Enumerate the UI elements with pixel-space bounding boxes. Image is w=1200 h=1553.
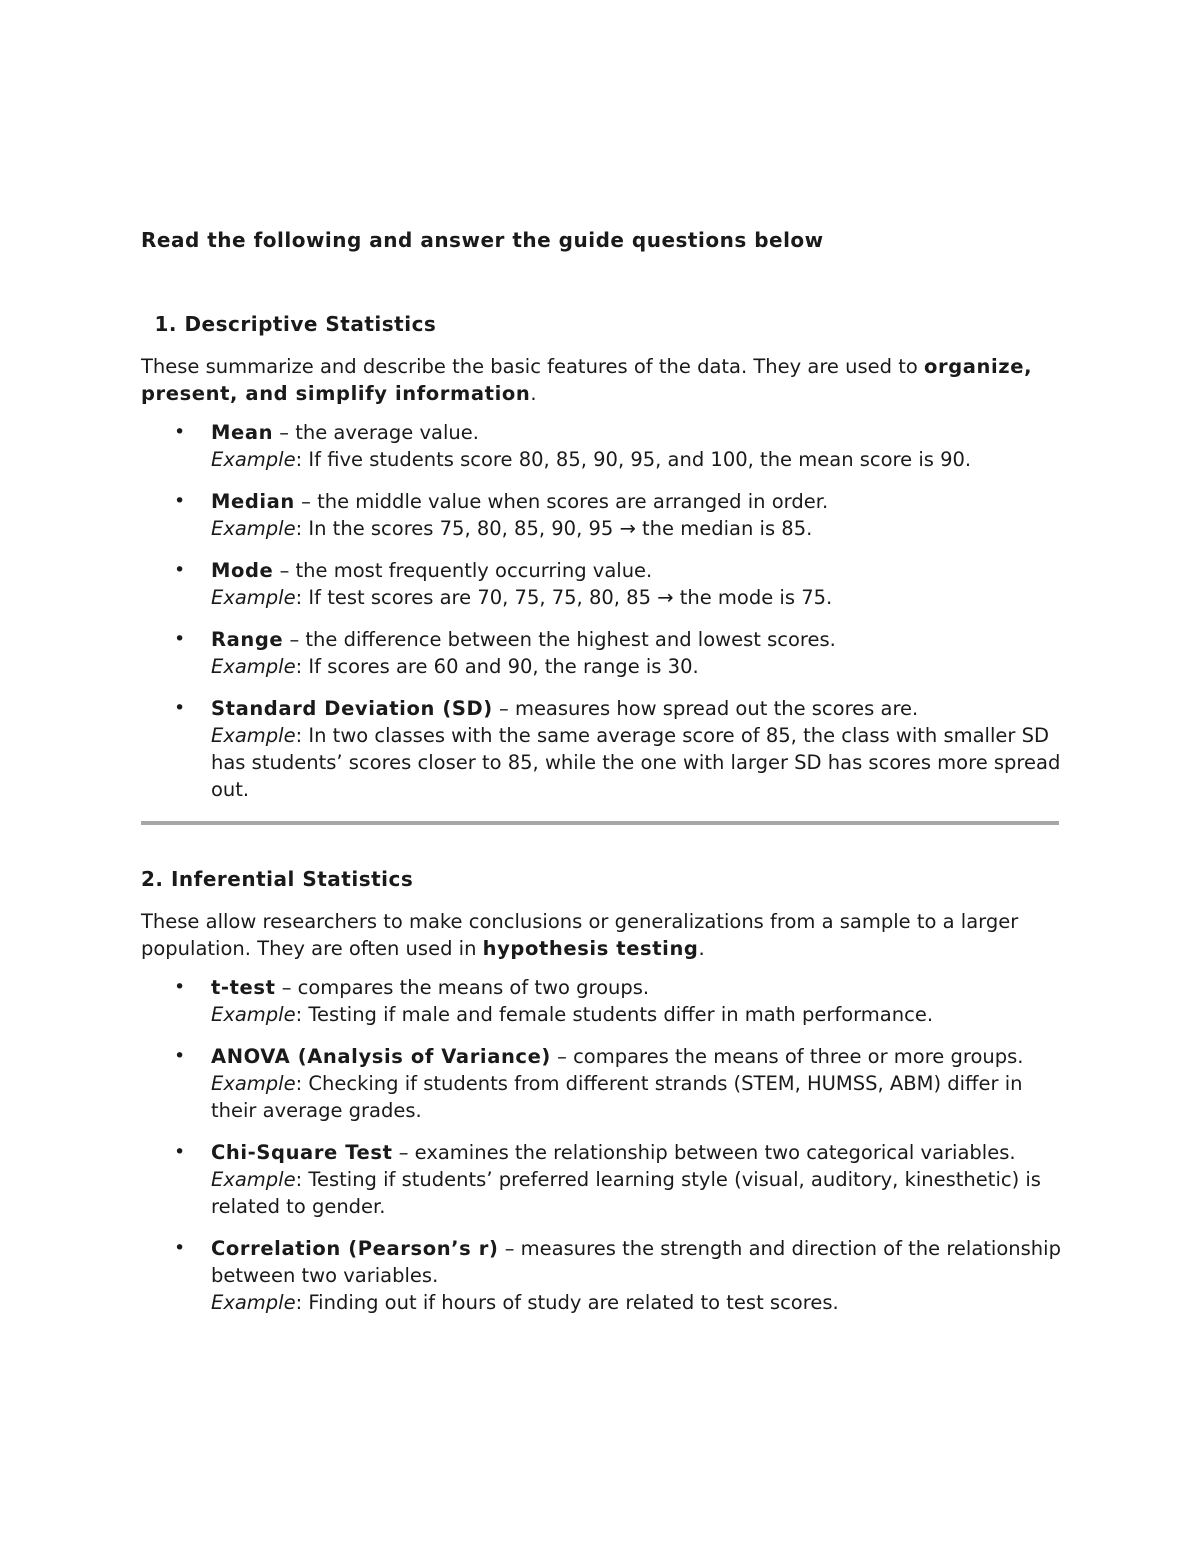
example-text: : In the scores 75, 80, 85, 90, 95 → the median is 85. [295,517,813,540]
intro-text: These summarize and describe the basic features of the data. They are used to [141,355,924,378]
section-inferential [141,863,1061,1316]
item-term: Mode [211,559,274,582]
item-term: Range [211,628,284,651]
list-item [141,419,1061,473]
document-page [141,222,1061,1331]
example-label: Example [211,586,296,609]
item-term: t-test [211,976,276,999]
descriptive-list [141,419,1061,803]
bullet-icon: • [174,1141,186,1163]
list-item [141,1043,1061,1124]
item-term: ANOVA (Analysis of Variance) [211,1045,551,1068]
bullet-icon: • [174,628,186,650]
example-label: Example [211,724,296,747]
bullet-icon: • [174,697,186,719]
example-label: Example [211,1003,296,1026]
list-item [141,1139,1061,1220]
example-label: Example [211,1072,296,1095]
item-definition: – the average value. [273,421,479,444]
example-text: : If test scores are 70, 75, 75, 80, 85 → the mode is 75. [295,586,833,609]
list-item [141,557,1061,611]
bullet-icon: • [174,1045,186,1067]
item-term: Standard Deviation (SD) [211,697,493,720]
section-intro [141,908,1061,962]
example-text: : Testing if male and female students differ in math performance. [295,1003,934,1026]
intro-text: These allow researchers to make conclusions or generalizations from a sample to a larger population. They are often used in [141,910,1019,960]
intro-bold-text: hypothesis testing [482,937,699,960]
section-intro [141,353,1061,407]
horizontal-divider [141,821,1059,825]
inferential-list [141,974,1061,1316]
intro-bold-text: organize, present, and simplify information [141,355,1033,405]
list-item [141,488,1061,542]
item-definition: – compares the means of two groups. [275,976,650,999]
section-heading: 1. Descriptive Statistics [147,312,437,336]
item-definition: – the most frequently occurring value. [273,559,653,582]
example-text: : If scores are 60 and 90, the range is 30. [295,655,699,678]
item-definition: – measures the strength and direction of the relationship between two variables. [211,1237,1061,1287]
page-title: Read the following and answer the guide questions below [141,228,824,252]
item-definition: – measures how spread out the scores are. [492,697,919,720]
item-term: Correlation (Pearson’s r) [211,1237,499,1260]
item-definition: – compares the means of three or more groups. [550,1045,1024,1068]
item-definition: – the difference between the highest and lowest scores. [283,628,836,651]
bullet-icon: • [174,976,186,998]
example-label: Example [211,1168,296,1191]
example-text: : If five students score 80, 85, 90, 95, and 100, the mean score is 90. [295,448,972,471]
list-item [141,1235,1061,1316]
list-item [141,974,1061,1028]
item-term: Median [211,490,295,513]
section-descriptive [141,308,1061,803]
bullet-icon: • [174,559,186,581]
bullet-icon: • [174,421,186,443]
example-label: Example [211,448,296,471]
list-item [141,626,1061,680]
example-text: : Finding out if hours of study are related to test scores. [295,1291,839,1314]
item-term: Mean [211,421,274,444]
intro-end-text: . [530,382,537,405]
example-text: : Testing if students’ preferred learning style (visual, auditory, kinesthetic) is related to gender. [211,1168,1041,1218]
intro-end-text: . [698,937,705,960]
list-item [141,695,1061,803]
item-term: Chi-Square Test [211,1141,393,1164]
example-label: Example [211,655,296,678]
example-label: Example [211,517,296,540]
example-text: : Checking if students from different strands (STEM, HUMSS, ABM) differ in their average grades. [211,1072,1023,1122]
bullet-icon: • [174,490,186,512]
example-text: : In two classes with the same average score of 85, the class with smaller SD has students’ scores closer to 85, while the one with larger SD has scores more spread out. [211,724,1061,801]
item-definition: – the middle value when scores are arranged in order. [294,490,829,513]
example-label: Example [211,1291,296,1314]
bullet-icon: • [174,1237,186,1259]
item-definition: – examines the relationship between two categorical variables. [392,1141,1016,1164]
section-heading: 2. Inferential Statistics [141,867,414,891]
